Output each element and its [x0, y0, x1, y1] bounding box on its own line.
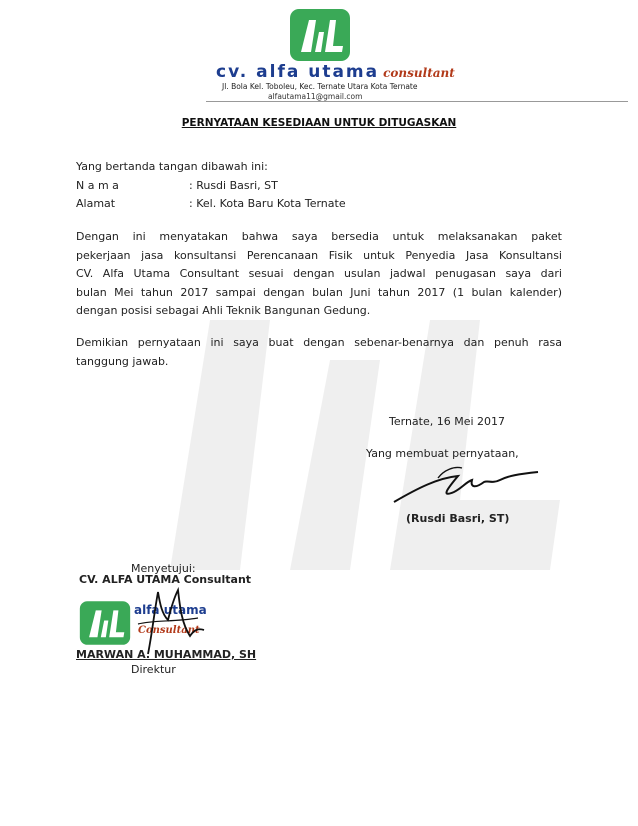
- statement-paragraph: [76, 228, 562, 321]
- document-title: PERNYATAAN KESEDIAAN UNTUK DITUGASKAN: [181, 117, 457, 129]
- signature-rusdi: [388, 458, 548, 516]
- company-address: Jl. Bola Kel. Toboleu, Kec. Ternate Utara Kota Ternate: [222, 82, 418, 91]
- stamp-text: alfa utama: [134, 603, 207, 617]
- closing-line: tanggung jawab.: [76, 354, 169, 368]
- place-date: Ternate, 16 Mei 2017: [389, 415, 506, 428]
- company-logo: [289, 8, 351, 62]
- statement-line: CV. Alfa Utama Consultant sesuai dengan usulan jadwal penugasan saya dari: [76, 267, 562, 281]
- header-divider: [206, 101, 628, 102]
- statement-line: dengan posisi sebagai Ahli Teknik Bangunan Gedung.: [76, 304, 371, 318]
- approval-company: CV. ALFA UTAMA Consultant: [79, 573, 252, 586]
- stamp-subtext: Consultant: [138, 625, 200, 636]
- statement-line: Dengan ini menyatakan bahwa saya bersedia untuk melaksanakan paket: [76, 230, 562, 243]
- statement-line: bulan Mei tahun 2017 sampai dengan bulan Juni tahun 2017 (1 bulan kalender): [76, 285, 562, 299]
- signer-name: (Rusdi Basri, ST): [406, 512, 510, 525]
- approver-name: MARWAN A. MUHAMMAD, SH: [76, 648, 257, 661]
- company-suffix: consultant: [383, 66, 455, 80]
- approver-position: Direktur: [131, 663, 176, 676]
- signer-caption: Yang membuat pernyataan,: [366, 447, 519, 460]
- company-email: alfautama11@gmail.com: [268, 92, 363, 101]
- field-value-address: : Kel. Kota Baru Kota Ternate: [189, 197, 346, 210]
- signature-marwan: [118, 584, 208, 656]
- company-name: cv. alfa utama consultant: [216, 62, 455, 82]
- approval-caption: Menyetujui:: [131, 562, 196, 575]
- closing-line: Demikian pernyataan ini saya buat dengan sebenar-benarnya dan penuh rasa: [76, 336, 562, 349]
- field-label-address: Alamat: [76, 197, 116, 210]
- closing-paragraph: [76, 334, 562, 371]
- statement-line: pekerjaan jasa konsultansi Perencanaan Fisik untuk Penyedia Jasa Konsultansi: [76, 248, 562, 262]
- field-label-name: N a m a: [76, 179, 119, 192]
- field-value-name: : Rusdi Basri, ST: [189, 179, 278, 192]
- intro-text: Yang bertanda tangan dibawah ini:: [76, 160, 268, 173]
